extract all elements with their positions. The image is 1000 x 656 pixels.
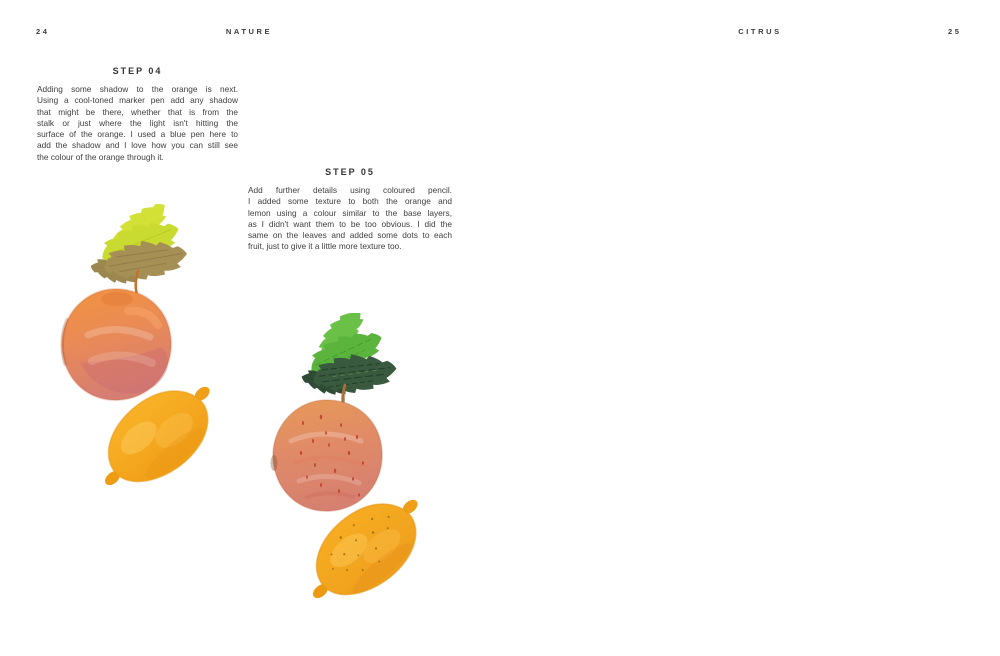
left-page-number: 24 [36,27,50,36]
paragraph-line: I added some texture to both the orange and [248,196,452,207]
step-04-heading: STEP 04 [112,66,163,76]
paragraph-line: lemon using a colour similar to the base layers, [248,207,452,218]
right-page-number: 25 [948,27,962,36]
paragraph-line: same on the leaves and added some dots to each [248,230,452,241]
paragraph-line: Add further details using coloured pencil. [248,185,452,195]
dark-edge-smudge [271,455,278,471]
paragraph-line: surface of the orange. I used a blue pen here to [37,129,238,140]
lemon-body-marker [100,374,216,496]
lemon-body-pencil [308,486,426,612]
right-running-head: CITRUS [738,27,782,36]
leaves-pencil [299,313,398,399]
paragraph-line: fruit, just to give it a little more texture too. [248,241,402,252]
paragraph-line: the colour of the orange through it. [37,151,164,162]
leaves-marker [89,203,190,287]
lemon-pencil-illustration [308,486,426,612]
paragraph-line: stalk or just where the light isn't hitting the [37,117,238,128]
step-05-section [248,167,452,253]
step-05-body [248,185,452,253]
paragraph-line: add the shadow and I love how you can still see [37,140,238,151]
paragraph-line: as I didn't want them to be too obvious. I did the [248,218,452,229]
step-05-heading: STEP 05 [325,167,375,177]
paragraph-line: Adding some shadow to the orange is next. [37,84,238,94]
step-04-section [37,66,238,163]
shading-top [101,292,133,306]
step-04-body [37,84,238,163]
paragraph-line: Using a cool-toned marker pen add any shadow [37,95,238,106]
lemon-marker-illustration [100,374,216,496]
paragraph-line: that might be there, whether that is from the [37,106,238,117]
orange-with-leaves-marker-illustration [58,203,190,401]
orange-with-leaves-pencil-illustration [263,313,399,513]
left-running-head: NATURE [225,27,273,36]
